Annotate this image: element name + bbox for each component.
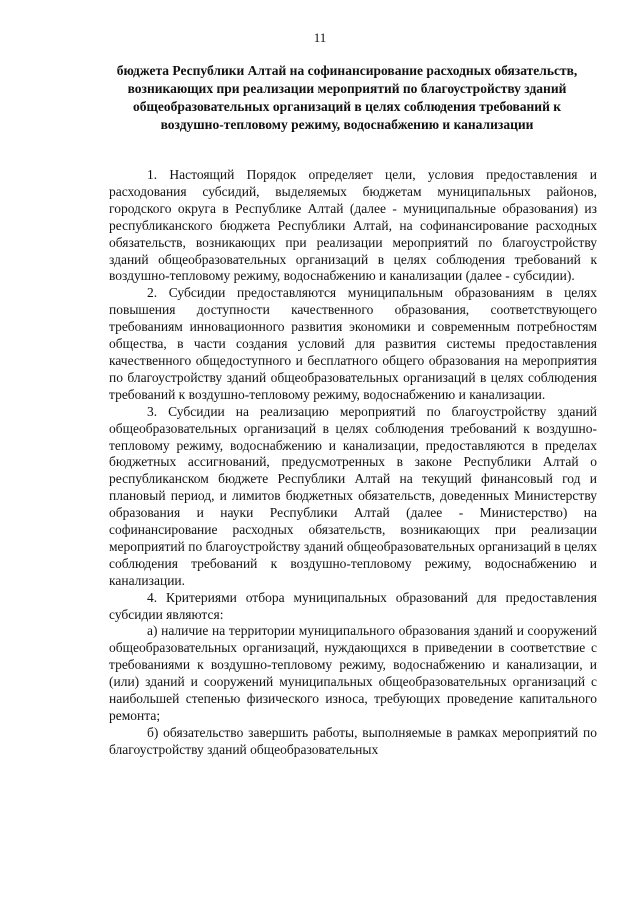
paragraph-3: 3. Субсидии на реализацию мероприятий по благоустройству зданий общеобразовательных организаций в целях соблюдения требований к воздушно-тепловому режиму, водоснабжению и канализации, предоставляются в пределах бюджетных ассигнований, предусмотренных в законе Республики Алтай о республиканском бюджете Республики Алтай на текущий финансовый год и плановый период, и лимитов бюджетных обязательств, доведенных Министерству образования и науки Республики Алтай (далее - Министерство) на софинансирование расходных обязательств, возникающих при реализации мероприятий по благоустройству зданий общеобразовательных организаций в целях соблюдения требований к воздушно-тепловому режиму, водоснабжению и канализации. (109, 403, 597, 588)
document-body (109, 167, 597, 759)
paragraph-1: 1. Настоящий Порядок определяет цели, условия предоставления и расходования субсидий, выделяемых бюджетам муниципальных районов, городского округа в Республике Алтай (далее - муниципальные образования) из республиканского бюджета Республики Алтай, на софинансирование расходных обязательств, возникающих при реализации мероприятий по благоустройству зданий общеобразовательных организаций в целях соблюдения требований к воздушно-тепловому режиму, водоснабжению и канализации (далее - субсидии). (109, 167, 597, 284)
paragraph-4b: б) обязательство завершить работы, выполняемые в рамках мероприятий по благоустройству зданий общеобразовательных (109, 724, 597, 757)
document-title: бюджета Республики Алтай на софинансирование расходных обязательств, возникающих при реализации мероприятий по благоустройству зданий общеобразовательных организаций в целях соблюдения требований к воздушно-тепловому режиму, водоснабжению и канализации (116, 63, 578, 132)
paragraph-2: 2. Субсидии предоставляются муниципальным образованиям в целях повышения доступности качественного образования, соответствующего требованиям инновационного развития экономики и современным потребностям общества, в части создания условий для развития системы предоставления качественного общедоступного и бесплатного общего образования на мероприятия по благоустройству зданий общеобразовательных организаций в целях соблюдения требований к воздушно-тепловому режиму, водоснабжению и канализации. (109, 285, 597, 402)
page-number: 11 (313, 30, 327, 45)
paragraph-4a: а) наличие на территории муниципального образования зданий и сооружений общеобразовательных организаций, нуждающихся в приведении в соответствие с требованиями к воздушно-тепловому режиму, водоснабжению и канализации, и (или) зданий и сооружений муниципальных общеобразовательных организаций с наибольшей степенью физического износа, требующих проведение капитального ремонта; (109, 623, 597, 723)
paragraph-4: 4. Критериями отбора муниципальных образований для предоставления субсидии являются: (109, 589, 597, 622)
